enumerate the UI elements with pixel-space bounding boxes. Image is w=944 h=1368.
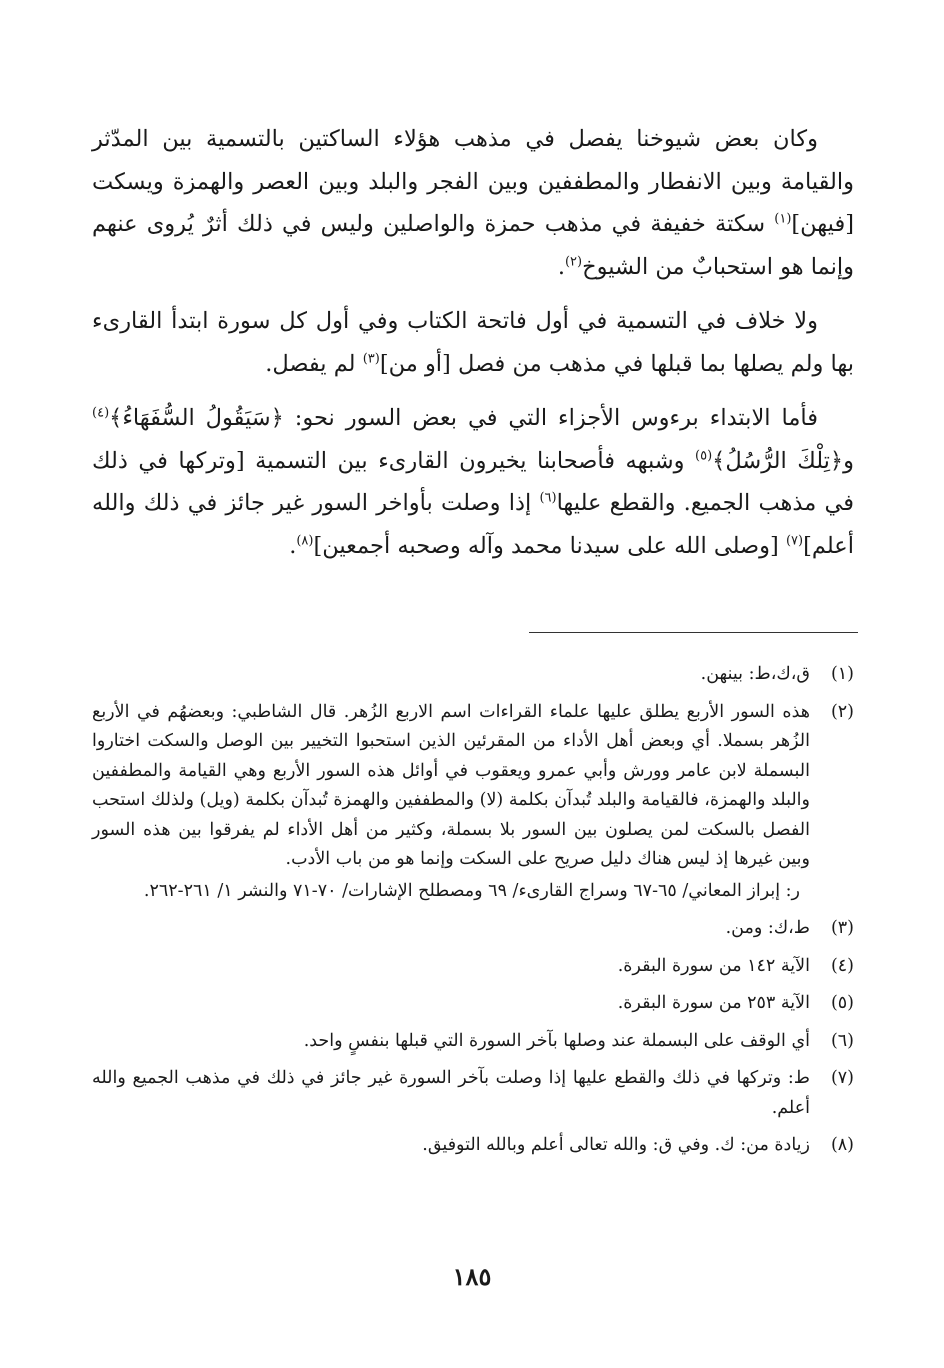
text-run: فأما الابتداء برءوس الأجزاء التي في بعض السور نحو: ﴿سَيَقُولُ السُّفَهَاءُ﴾ (109, 405, 818, 431)
footnote-marker: (٥) (695, 448, 713, 463)
footnote-marker: (٢) (564, 254, 583, 269)
footnote-number: (١) (830, 664, 854, 684)
footnote (92, 952, 854, 982)
footnote (92, 1131, 854, 1161)
text-run: وشبهه فأصحابنا يخيرون القارىء بين التسمية [وتركها في ذلك في مذهب الجميع. والقطع عليها (92, 447, 854, 516)
text-run: ولا خلاف في التسمية في أول فاتحة الكتاب وفي أول كل سورة ابتدأ القارىء بها ولم يصلها بما قبلها في مذهب من فصل [أو من] (92, 308, 854, 377)
footnote (92, 914, 854, 944)
footnote-number: (٥) (830, 993, 854, 1013)
footnote-marker: (٨) (296, 533, 314, 548)
paragraph-3 (92, 397, 854, 567)
page-number: ١٨٥ (452, 1262, 492, 1291)
text-run: و﴿تِلْكَ الرُّسُلُ﴾ (712, 447, 854, 474)
footnote-text: الآية ٢٥٣ من سورة البقرة. (617, 993, 810, 1013)
text-run: لم يفصل. (265, 350, 363, 377)
footnote-text: هذه السور الأربع يطلق عليها علماء القراءات اسم الاربع الزُهر. قال الشاطبي: وبعضهُم في الأربع الزُهر بسملا. أي وبعض أهل الأداء من المقرئين الذين استحبوا التخيير بين الوصل والسكت اختاروا البسملة لابن عامر وورش وأبي عمرو ويعقوب في أوائل هذه السور الأربع وهي القيامة والمطففين والبلد والهمزة، فالقيامة والبلد تُبدآن بكلمة (لا) والمطففين والهمزة تُبدآن بكلمة (ويل) ولذلك استحب الفصل بالسكت لمن يصلون بين السور بلا بسملة، وكثير من أهل الأداء لم يفرقوا بين هذه السور وبين غيرها إذ ليس هناك دليل صريح على السكت وإنما هو من باب الأدب. (92, 701, 810, 869)
text-run: وكان بعض شيوخنا يفصل في مذهب هؤلاء الساكتين بالتسمية بين المدّثر والقيامة وبين الانفطار والمطففين وبين الفجر والبلد وبين العصر والهمزة ويسكت [فيهن] (92, 126, 854, 237)
text-run: [وصلى الله على سيدنا محمد وآله وصحبه أجمعين] (313, 532, 786, 559)
footnote-text: أي الوقف على البسملة عند وصلها بآخر السورة التي قبلها بنفسٍ واحد. (303, 1030, 810, 1051)
footnote-text: الآية ١٤٢ من سورة البقرة. (617, 955, 810, 976)
footnote-text: ق،ك،ط: بينهن. (700, 664, 810, 684)
footnote-text: ط: وتركها في ذلك والقطع عليها إذا وصلت بآخر السورة غير جائز في ذلك في مذهب الجميع والله أعلم. (92, 1068, 810, 1118)
text-run: . (557, 253, 565, 280)
footnote-marker: (٣) (362, 351, 380, 366)
footnote-marker: (٦) (539, 490, 557, 506)
footnote-marker: (٧) (785, 533, 804, 548)
text-run: . (289, 532, 297, 559)
text-run: إذا وصلت بأواخر السور غير جائز في ذلك والله أعلم] (92, 490, 854, 559)
text-run: سكتة خفيفة في مذهب حمزة والواصلين وليس في ذلك أثرٌ يُروى عنهم وإنما هو استحبابٌ من الشيوخ (92, 211, 854, 280)
paragraph-2 (92, 300, 854, 385)
footnote-divider (529, 632, 858, 633)
footnote-number: (٢) (830, 701, 854, 722)
footnote-number: (٣) (830, 918, 854, 938)
footnote-number: (٧) (830, 1068, 854, 1088)
footnote (92, 698, 854, 907)
footnotes (92, 660, 854, 1169)
footnote-text: زيادة من: ك. وفي ق: والله تعالى أعلم وبالله التوفيق. (422, 1135, 810, 1155)
footnote-text: ط،ك: ومن. (725, 918, 810, 938)
footnote-number: (٨) (830, 1135, 854, 1155)
paragraph-1 (92, 118, 854, 288)
main-text (92, 118, 854, 579)
footnote-number: (٤) (830, 955, 854, 976)
footnote (92, 1027, 854, 1057)
footnote-marker: (٤) (92, 405, 110, 421)
footnote (92, 1064, 854, 1123)
footnote-number: (٦) (830, 1030, 854, 1051)
footnote-marker: (١) (774, 211, 792, 227)
footnote (92, 989, 854, 1019)
footnote-reference: ر: إبراز المعاني/ ٦٥-٦٧ وسراج القارىء/ ٦٩ ومصطلح الإشارات/ ٧٠-٧١ والنشر ١/ ٢٦١-٢٦٢. (143, 880, 800, 901)
footnote (92, 660, 854, 690)
